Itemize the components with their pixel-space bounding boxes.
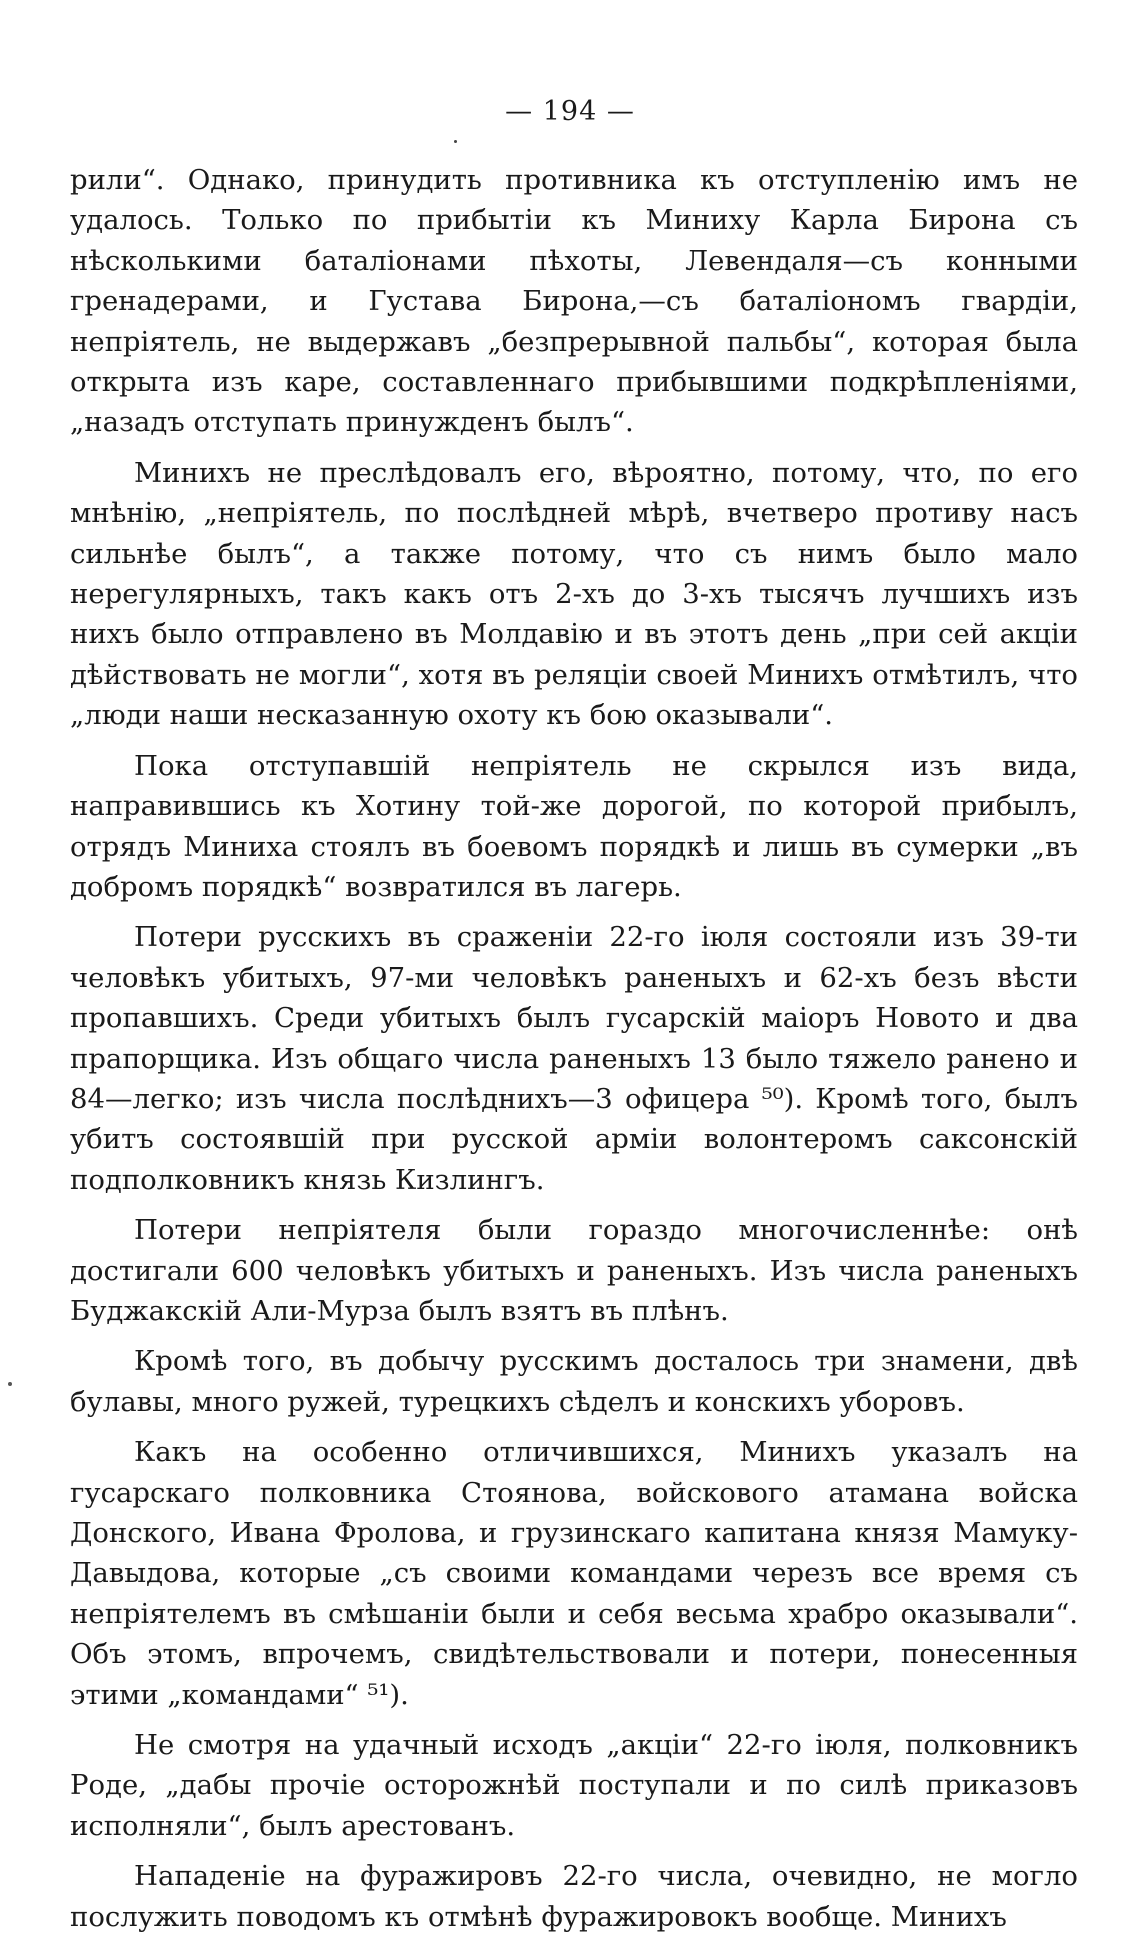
paragraph-6: Кромѣ того, въ добычу русскимъ досталось три знамени, двѣ булавы, много ружей, турецкихъ сѣделъ и конскихъ уборовъ. (70, 1345, 1078, 1418)
paragraph-8: Не смотря на удачный исходъ „акціи“ 22-го іюля, полковникъ Роде, „дабы прочіе осторожнѣй поступали и по силѣ приказовъ исполняли“, былъ арестованъ. (70, 1729, 1078, 1842)
paragraph-5: Потери непріятеля были гораздо многочисленнѣе: онѣ достигали 600 человѣкъ убитыхъ и раненыхъ. Изъ числа раненыхъ Буджакскій Али-Мурза былъ взятъ въ плѣнъ. (70, 1214, 1078, 1327)
paragraph-2: Минихъ не преслѣдовалъ его, вѣроятно, потому, что, по его мнѣнію, „непріятель, по послѣдней мѣрѣ, вчетверо противу насъ сильнѣе былъ“, а также потому, что съ нимъ было мало нерегулярныхъ, такъ какъ отъ 2-хъ до 3-хъ тысячъ лучшихъ изъ нихъ было отправлено въ Молдавію и въ этотъ день „при сей акціи дѣйствовать не могли“, хотя въ реляціи своей Минихъ отмѣтилъ, что „люди наши несказанную охоту къ бою оказывали“. (70, 456, 1078, 732)
paragraph-9: Нападеніе на фуражировъ 22-го числа, очевидно, не могло послужить поводомъ къ отмѣнѣ фуражировокъ вообще. Минихъ (70, 1860, 1078, 1933)
paragraph-4: Потери русскихъ въ сраженіи 22-го іюля состояли изъ 39-ти человѣкъ убитыхъ, 97-ми человѣкъ раненыхъ и 62-хъ безъ вѣсти пропавшихъ. Среди убитыхъ былъ гусарскій маіоръ Новото и два прапорщика. Изъ общаго числа раненыхъ 13 было тяжело ранено и 84—легко; изъ числа послѣднихъ—3 офицера ⁵⁰). Кромѣ того, былъ убитъ состоявшій при русской арміи волонтеромъ саксонскій подполковникъ князь Кизлингъ. (70, 921, 1078, 1196)
paragraph-1: рили“. Однако, принудить противника къ отступленію имъ не удалось. Только по прибытіи къ Миниху Карла Бирона съ нѣсколькими баталіонами пѣхоты, Левендаля—съ конными гренадерами, и Густава Бирона,—съ баталіономъ гвардіи, непріятель, не выдержавъ „безпрерывной пальбы“, которая была открыта изъ каре, составленнаго прибывшими подкрѣпленіями, „назадъ отступать принужденъ былъ“. (70, 164, 1078, 439)
page-number: — 194 — (505, 96, 635, 127)
body-text (70, 160, 1078, 1947)
print-speck (454, 140, 457, 143)
margin-speck (8, 1382, 12, 1386)
paragraph-7: Какъ на особенно отличившихся, Минихъ указалъ на гусарскаго полковника Стоянова, войскового атамана войска Донского, Ивана Фролова, и грузинскаго капитана князя Мамуку-Давыдова, которые „съ своими командами черезъ все время съ непріятелемъ въ смѣшаніи были и себя весьма храбро оказывали“. Объ этомъ, впрочемъ, свидѣтельствовали и потери, понесенныя этими „командами“ ⁵¹). (70, 1436, 1078, 1711)
paragraph-3: Пока отступавшій непріятель не скрылся изъ вида, направившись къ Хотину той-же дорогой, по которой прибылъ, отрядъ Миниха стоялъ въ боевомъ порядкѣ и лишь въ сумерки „въ добромъ порядкѣ“ возвратился въ лагерь. (70, 749, 1078, 903)
